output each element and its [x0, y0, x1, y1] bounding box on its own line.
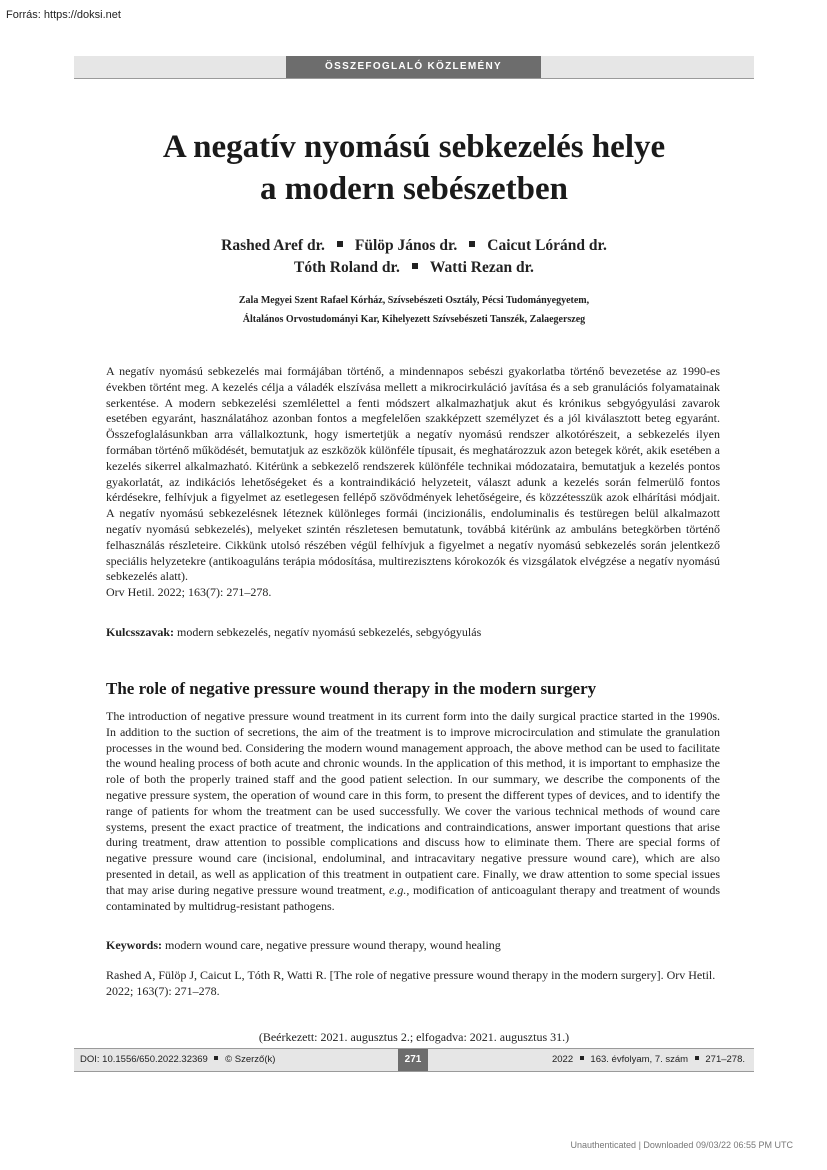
authors-line-2: [74, 259, 754, 277]
footer-volume: [552, 1054, 745, 1065]
keywords-en-label: Keywords:: [106, 938, 162, 952]
download-note: Unauthenticated | Downloaded 09/03/22 06:55 PM UTC: [570, 1140, 793, 1150]
separator-square-icon: [469, 241, 475, 247]
abstract-english: [106, 709, 720, 914]
separator-square-icon: [695, 1056, 699, 1060]
separator-square-icon: [214, 1056, 218, 1060]
page-number: 271: [398, 1049, 428, 1071]
separator-square-icon: [580, 1056, 584, 1060]
author-name: Tóth Roland dr.: [294, 259, 400, 276]
author-name: Fülöp János dr.: [354, 237, 458, 254]
section-tag: ÖSSZEFOGLALÓ KÖZLEMÉNY: [286, 56, 541, 78]
title-line-2: a modern sebészetben: [260, 171, 568, 207]
year-text: 2022: [551, 1054, 574, 1065]
title-line-1: A negatív nyomású sebkezelés helye: [162, 129, 666, 165]
abstract-hu-citation: Orv Hetil. 2022; 163(7): 271–278.: [106, 585, 272, 600]
volume-text: 163. évfolyam, 7. szám: [590, 1054, 689, 1065]
keywords-hungarian: [106, 625, 720, 641]
english-title: The role of negative pressure wound therapy in the modern surgery: [106, 679, 597, 698]
affiliation-line-1: Zala Megyei Szent Rafael Kórház, Szívsebészeti Osztály, Pécsi Tudományegyetem,: [238, 295, 590, 306]
author-name: Caicut Lóránd dr.: [487, 237, 607, 254]
abstract-en-text-end: modification of anticoagulant therapy and treatment of wounds contaminated by multidrug-resistant pathogens.: [106, 882, 721, 913]
keywords-hu-list: modern sebkezelés, negatív nyomású sebkezelés, sebgyógyulás: [177, 625, 482, 639]
copyright-text: © Szerző(k): [225, 1054, 276, 1065]
affiliation-line-2: Általános Orvostudományi Kar, Kihelyezett Szívsebészeti Tanszék, Zalaegerszeg: [242, 314, 586, 325]
doi-text: DOI: 10.1556/650.2022.32369: [80, 1054, 208, 1065]
abstract-en-text: The introduction of negative pressure wound treatment in its current form into the daily surgical practice started in the 1990s. In addition to the suction of secretions, the aim of the treatment is to improve microcirculation and stimulate the granulation processes in the wound bed. Considering the modern wound management approach, the above method can be used to facilitate the wound healing process of both acute and chronic wounds. In the application of this method, it is important to emphasize the role of both the properly trained staff and the good patient selection. In our summary, we describe the components of the negative pressure system, the operation of wound care in this form, to present the different types of devices, and to identify the range of patients for whom the treatment can be used successfully. We cover the various technical methods of wound care systems, present the exact practice of treatment, the indications and contraindications, answer important questions that arise during treatment, draw attention to possible complications and discuss how to eliminate them. There are special forms of negative pressure wound care (incisional, endoluminal, and intracavitary negative pressure wound care), which are also presented in detail, as well as application of this treatment in outpatient care. Finally, we draw attention to some special issues that may arise during negative pressure wound treatment,: [106, 709, 720, 897]
pages-text: 271–278.: [705, 1054, 745, 1065]
english-citation: Rashed A, Fülöp J, Caicut L, Tóth R, Watti R. [The role of negative pressure wound therapy in the modern surgery]. Orv Hetil. 2022; 163(7): 271–278.: [106, 968, 716, 998]
keywords-hu-label: Kulcsszavak:: [106, 625, 175, 639]
author-name: Rashed Aref dr.: [221, 237, 325, 254]
separator-square-icon: [412, 263, 418, 269]
author-name: Watti Rezan dr.: [429, 259, 534, 276]
abstract-hu-text: A negatív nyomású sebkezelés mai formájában történő, a mindennapos sebészi gyakorlatba történő bevezetése az 1990-es években történt meg. A kezelés célja a váladék elszívása mellett a mikrocirkuláció javítása és a seb granulációs folyamatainak serkentése. A modern sebkezelési szemlélettel a fenti módszert alkalmazhatjuk akut és krónikus sebgyógyulási zavarok esetében egyaránt, használatához azonban fontos a megfelelően szakképzett személyzet és a jól kiválasztott beteg egyaránt. Összefoglalásunkban arra vállalkoztunk, hogy ismertetjük a negatív nyomású rendszer alkotórészeit, a sebkezelés ilyen formában történő működését, bemutatjuk az eszközök különféle típusait, és meghatározzuk azon betegek körét, akik esetében a kezelés sikerrel alkalmazható. Kitérünk a sebkezelő rendszerek különféle technikai módozataira, bemutatjuk a kezelés pontos gyakorlatát, az indikációs lehetőségeket és a kontraindikáció helyzeteit, választ adunk a kezelés során felmerülő fontos kérdésekre, felhívjuk a figyelmet az esetlegesen fellépő szövődmények lehetőségeire, és közzétesszük azok elhárítási módjait. A negatív nyomású sebkezelésnek léteznek különleges formái (incizionális, endoluminalis és testüregen belül alkalmazott negatív nyomású sebkezelés), melyeket szintén részletesen bemutatunk, továbbá kitérünk az ambuláns betegkörben történő felhasználás részleteire. Cikkünk utolsó részében végül felhívjuk a figyelmet a negatív nyomású sebkezelés során jelentkező speciális helyzetekre (antikoaguláns terápia módosítása, multirezisztens kórokozók és vizsgálatok elvégzése a negatív nyomású sebkezelés alatt).: [106, 364, 720, 584]
separator-square-icon: [337, 241, 343, 247]
article-title: [74, 126, 754, 210]
abstract-en-em: e.g.,: [389, 882, 410, 897]
footer-doi: [80, 1054, 275, 1065]
keywords-english: [106, 938, 720, 954]
source-note: Forrás: https://doksi.net: [6, 9, 121, 21]
abstract-hungarian: [106, 364, 720, 601]
authors-line-1: [74, 237, 754, 255]
received-dates: (Beérkezett: 2021. augusztus 2.; elfogadva: 2021. augusztus 31.): [258, 1030, 570, 1044]
keywords-en-list: modern wound care, negative pressure wound therapy, wound healing: [165, 938, 501, 952]
